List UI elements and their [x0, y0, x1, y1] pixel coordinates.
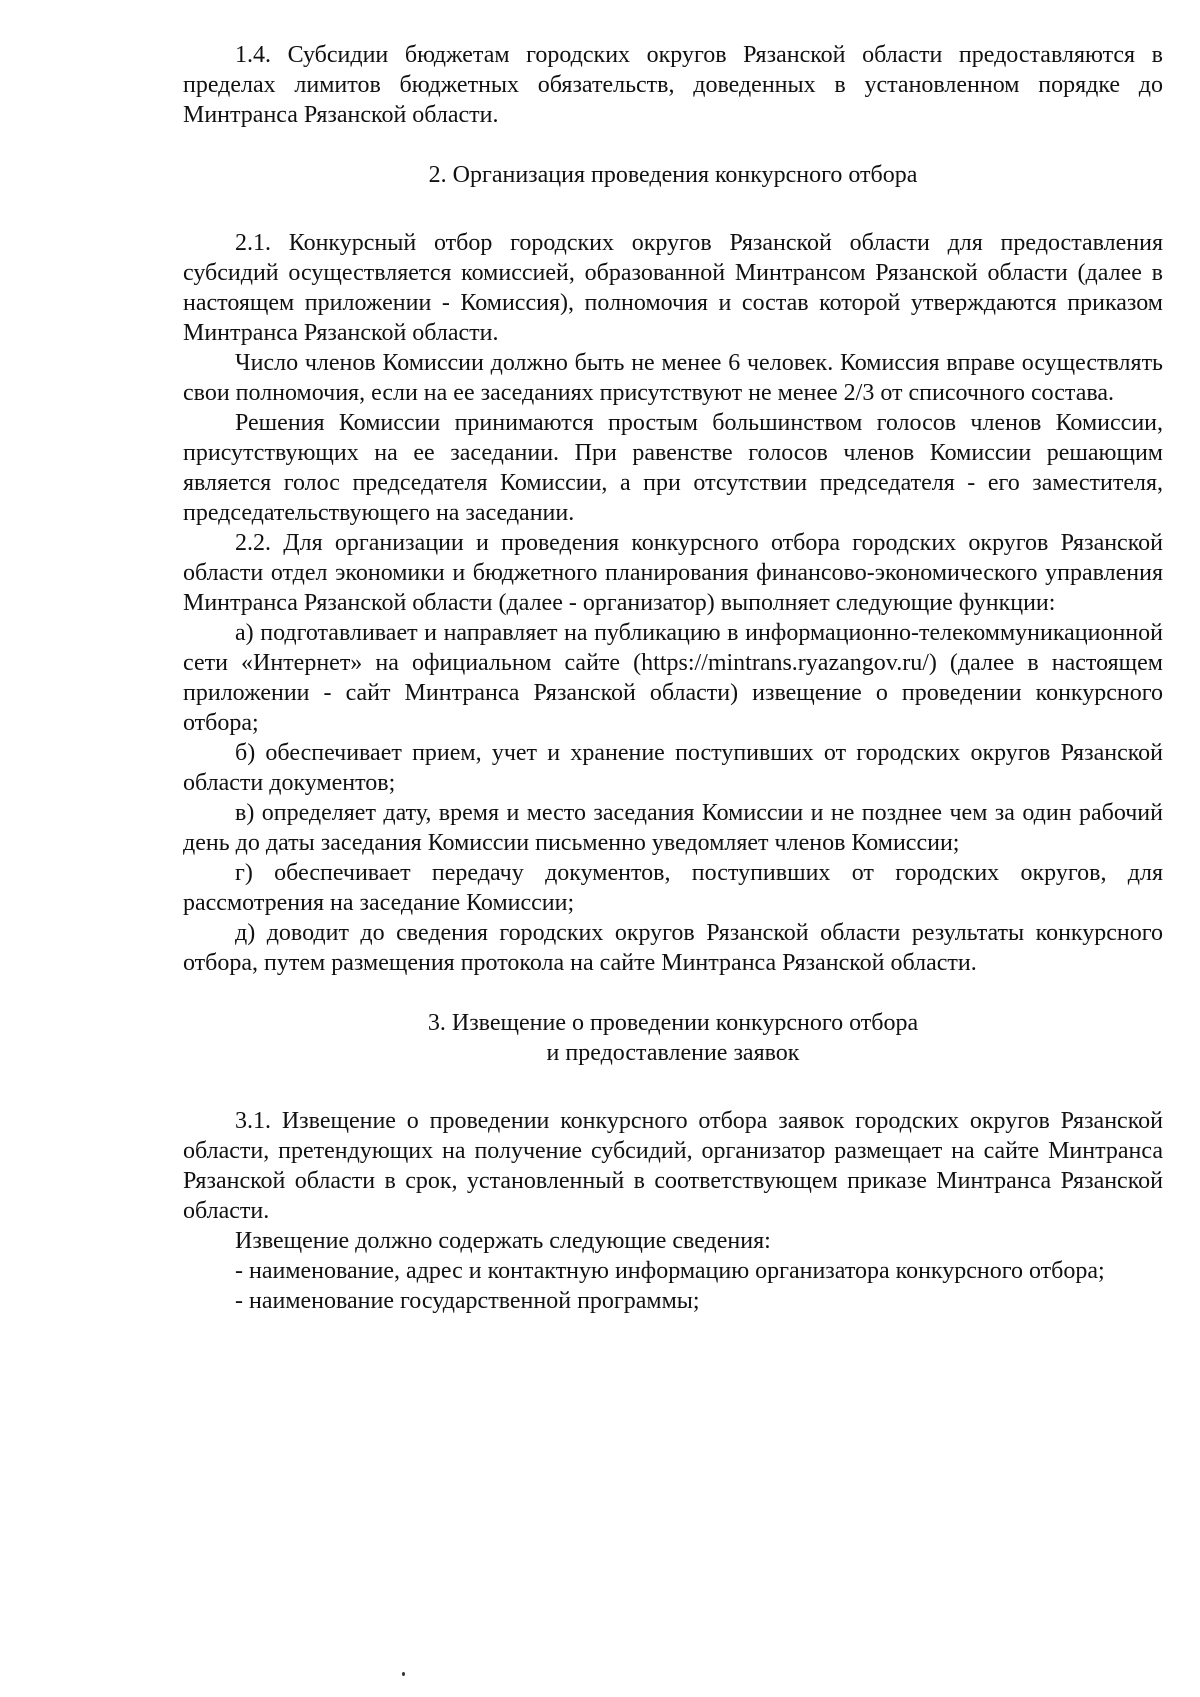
section-3-heading [183, 1008, 1163, 1068]
scan-speck [402, 1672, 405, 1676]
paragraph-2-2-g: г) обеспечивает передачу документов, поступивших от городских округов, для рассмотрения на заседание Комиссии; [183, 860, 1163, 916]
paragraph-2-2: 2.2. Для организации и проведения конкурсного отбора городских округов Рязанской области отдел экономики и бюджетного планирования финансово-экономического управления Минтранса Рязанской области (далее - организатор) выполняет следующие функции: [183, 530, 1163, 616]
paragraph-1-4: 1.4. Субсидии бюджетам городских округов Рязанской области предоставляются в пределах лимитов бюджетных обязательств, доведенных в установленном порядке до Минтранса Рязанской области. [183, 42, 1163, 128]
paragraph-2-2-b: б) обеспечивает прием, учет и хранение поступивших от городских округов Рязанской области документов; [183, 740, 1163, 796]
section-3-heading-line-2: и предоставление заявок [546, 1040, 800, 1066]
paragraph-2-2-a: а) подготавливает и направляет на публикацию в информационно-телекоммуникационной сети «Интернет» на официальном сайте (https://mintrans.ryazangov.ru/) (далее в настоящем приложении - сайт Минтранса Рязанской области) извещение о проведении конкурсного отбора; [183, 620, 1163, 736]
paragraph-2-1-decisions: Решения Комиссии принимаются простым большинством голосов членов Комиссии, присутствующих на ее заседании. При равенстве голосов членов Комиссии решающим является голос председателя Комиссии, а при отсутствии председателя - его заместителя, председательствующего на заседании. [183, 410, 1163, 526]
section-2-heading: 2. Организация проведения конкурсного отбора [428, 162, 918, 188]
paragraph-3-1-item-2: - наименование государственной программы; [235, 1288, 700, 1314]
paragraph-2-1-members: Число членов Комиссии должно быть не менее 6 человек. Комиссия вправе осуществлять свои полномочия, если на ее заседаниях присутствуют не менее 2/3 от списочного состава. [183, 350, 1163, 406]
document-page [183, 40, 1163, 1316]
section-3-heading-line-1: 3. Извещение о проведении конкурсного отбора [427, 1010, 919, 1036]
paragraph-2-1: 2.1. Конкурсный отбор городских округов Рязанской области для предоставления субсидий осуществляется комиссией, образованной Минтрансом Рязанской области (далее в настоящем приложении - Комиссия), полномочия и состав которой утверждаются приказом Минтранса Рязанской области. [183, 230, 1163, 346]
paragraph-3-1-notice: Извещение должно содержать следующие сведения: [235, 1228, 771, 1254]
paragraph-3-1-item-1: - наименование, адрес и контактную информацию организатора конкурсного отбора; [235, 1258, 1105, 1284]
paragraph-2-2-d: д) доводит до сведения городских округов Рязанской области результаты конкурсного отбора, путем размещения протокола на сайте Минтранса Рязанской области. [183, 920, 1163, 976]
paragraph-3-1: 3.1. Извещение о проведении конкурсного отбора заявок городских округов Рязанской области, претендующих на получение субсидий, организатор размещает на сайте Минтранса Рязанской области в срок, установленный в соответствующем приказе Минтранса Рязанской области. [183, 1108, 1163, 1224]
paragraph-2-2-v: в) определяет дату, время и место заседания Комиссии и не позднее чем за один рабочий день до даты заседания Комиссии письменно уведомляет членов Комиссии; [183, 800, 1163, 856]
